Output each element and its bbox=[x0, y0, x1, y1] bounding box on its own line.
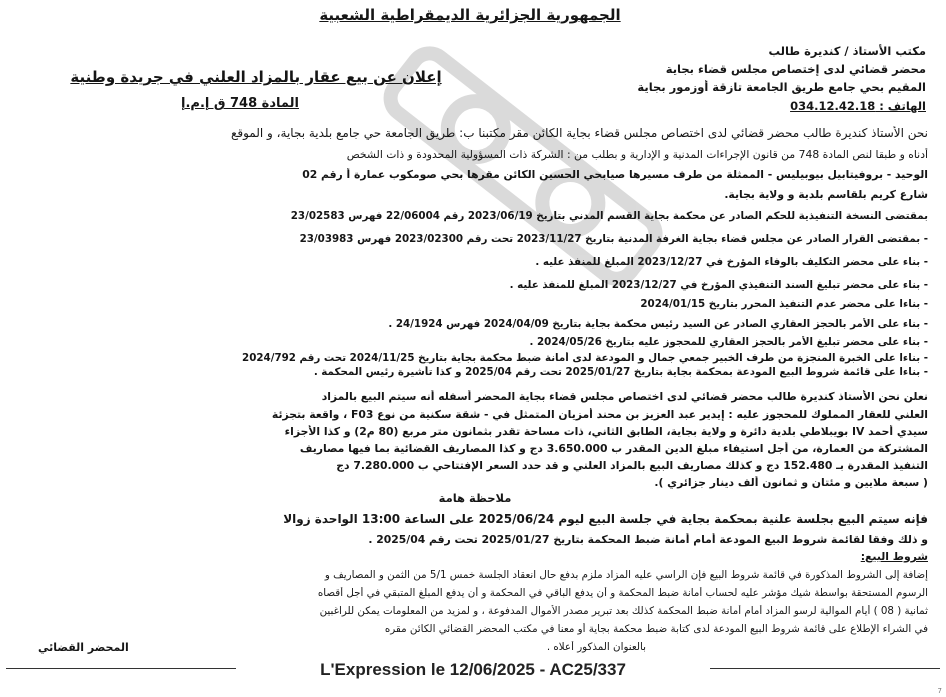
basis-item: - بناء على محضر تبليغ السند التنفيذي المؤرخ في 2023/12/27 المبلغ للمنفذ عليه . bbox=[509, 279, 928, 291]
publication-footer: L'Expression le 12/06/2025 - AC25/337 bbox=[236, 658, 710, 682]
notice-line: العلني للعقار المملوك للمحجوز عليه : إيدير عبد العزيز بن محند أمزيان المتمثل في - شقة سكنية من نوع F03 ، واقعة بتجزئة bbox=[271, 408, 928, 421]
notice-line: سيدي أحمد IV بويبلاطي بلدية دائرة و ولاية بجاية، الطابق الثاني، ذات مساحة تقدر بثمانون متر مربع (80 م2) و كذا الأجزاء bbox=[284, 425, 928, 438]
condition-line: الرسوم المستحقة بواسطة شيك مؤشر عليه لحساب أمانة ضبط المحكمة و أن يدفع الباقي في المحكمة و أن يدفع المبلغ المتبقي في أجل أقصاه bbox=[317, 587, 928, 599]
office-line: المقيم بحي جامع طريق الجامعة تازقة أوزمور بجاية bbox=[637, 80, 926, 94]
office-line: محضر قضائي لدى إختصاص مجلس قضاء بجاية bbox=[665, 62, 926, 76]
basis-item: - بمقتضى القرار الصادر عن مجلس قضاء بجاية الغرفة المدنية بتاريخ 2023/11/27 تحت رقم 2023/02300 فهرس 23/03983 bbox=[299, 233, 928, 245]
basis-item: - بناءا على الخبرة المنجزة من طرف الخبير جمعي جمال و المودعة لدى أمانة ضبط محكمة بجاية بتاريخ 2024/11/25 تحت رقم 2024/792 bbox=[242, 352, 928, 364]
basis-item: - بناء على محضر تبليغ الأمر بالحجز العقاري للمحجوز عليه بتاريخ 2024/05/26 . bbox=[529, 336, 928, 348]
republic-heading: الجمهورية الجزائرية الديمقراطية الشعبية bbox=[319, 6, 621, 24]
basis-item: - بناء على محضر التكليف بالوفاء المؤرخ في 2023/12/27 المبلغ للمنفذ عليه . bbox=[535, 256, 928, 268]
condition-line: بالعنوان المذكور أعلاه . bbox=[546, 641, 646, 653]
notice-line: التنفيذ المقدرة بـ 152.480 دج و كذلك مصاريف البيع بالمزاد العلني و قد حدد السعر الإفتتاحي ب 7.280.000 دج bbox=[336, 459, 928, 472]
sale-subheading: شروط البيع: bbox=[860, 550, 928, 563]
intro-line: نحن الأستاذ كنديرة طالب محضر قضائي لدى اختصاص مجلس قضاء بجاية الكائن مقر مكتبنا ب: طريق الجامعة حي جامع بلدية بجاية، و الموقع bbox=[230, 126, 928, 140]
sale-line: و ذلك وفقا لقائمة شروط البيع المودعة أمام أمانة ضبط المحكمة بتاريخ 2025/01/27 تحت رقم 2025/04 . bbox=[368, 533, 928, 546]
office-phone: الهاتف : 034.12.42.18 bbox=[790, 99, 926, 113]
condition-line: في الشراء الإطلاع على قائمة شروط البيع المودعة لدى كتابة ضبط محكمة بجاية أو معنا في مكتب المحضر القضائي الكائن مقره bbox=[384, 623, 928, 635]
announcement-article: المادة 748 ق إ.م.إ bbox=[181, 96, 299, 111]
signature: المحضر القضائي bbox=[38, 641, 129, 654]
basis-item: - بناءا على محضر عدم التنفيذ المحرر بتاريخ 2024/01/15 bbox=[640, 298, 928, 310]
notice-line: نعلن نحن الأستاذ كنديرة طالب محضر قضائي لدى اختصاص مجلس قضاء بجاية المحضر أسفله أنه سيتم البيع بالمزاد bbox=[321, 390, 928, 403]
notice-line: ( سبعة ملايين و مئتان و ثمانون ألف دينار جزائري ). bbox=[654, 476, 928, 489]
basis-item: بمقتضى النسخة التنفيذية للحكم الصادر عن محكمة بجاية القسم المدني بتاريخ 2023/06/19 رقم 22/06004 فهرس 23/02583 bbox=[290, 210, 928, 222]
basis-item: - بناءا على قائمة شروط البيع المودعة بمحكمة بجاية بتاريخ 2025/01/27 تحت رقم 2025/04 و كذا تأشيرة رئيس المحكمة . bbox=[313, 366, 928, 378]
condition-line: ثمانية ( 08 ) أيام الموالية لرسو المزاد أمام أمانة ضبط المحكمة كذلك بعد تبرير مصدر الأموال المدفوعة ، و لمزيد من المعلومات يمكن للراغبين bbox=[319, 605, 928, 617]
announcement-title: إعلان عن بيع عقار بالمزاد العلني في جريدة وطنية bbox=[70, 68, 442, 86]
section-heading: ملاحظة هامة bbox=[438, 491, 512, 505]
intro-line: شارع كريم بلقاسم بلدية و ولاية بجاية. bbox=[724, 188, 928, 201]
condition-line: إضافة إلى الشروط المذكورة في قائمة شروط البيع فإن الراسي عليه المزاد ملزم بدفع حال انعقاد الجلسة خمس 5/1 من الثمن و المصاريف و bbox=[324, 569, 928, 581]
basis-item: - بناء على الأمر بالحجز العقاري الصادر عن السيد رئيس محكمة بجاية بتاريخ 2024/04/09 فهرس 24/1924 . bbox=[388, 318, 928, 330]
notice-line: المشتركة من العمارة، من أجل استيفاء مبلغ الدين المقدر ب 3.650.000 دج و كذا المصاريف القضائية بما فيها مصاريف bbox=[299, 442, 928, 455]
intro-line: الوحيد - بروفيتابيل بيوبيليس - الممثلة من طرف مسيرها صيابحي الحسين الكائن مقرها بحي صومكوب عمارة أ رقم 02 bbox=[302, 168, 928, 181]
office-line: مكتب الأستاذ / كنديرة طالب bbox=[768, 44, 926, 58]
corner-mark: 7 bbox=[937, 687, 942, 695]
sale-line: فإنه سيتم البيع بجلسة علنية بمحكمة بجاية في جلسة البيع ليوم 2025/06/24 على الساعة 13:00 الواحدة زوالا bbox=[283, 512, 928, 526]
intro-line: أدناه و طبقا لنص المادة 748 من قانون الإجراءات المدنية و الإدارية و بطلب من : الشركة ذات المسؤولية المحدودة و ذات الشخص bbox=[346, 148, 928, 161]
